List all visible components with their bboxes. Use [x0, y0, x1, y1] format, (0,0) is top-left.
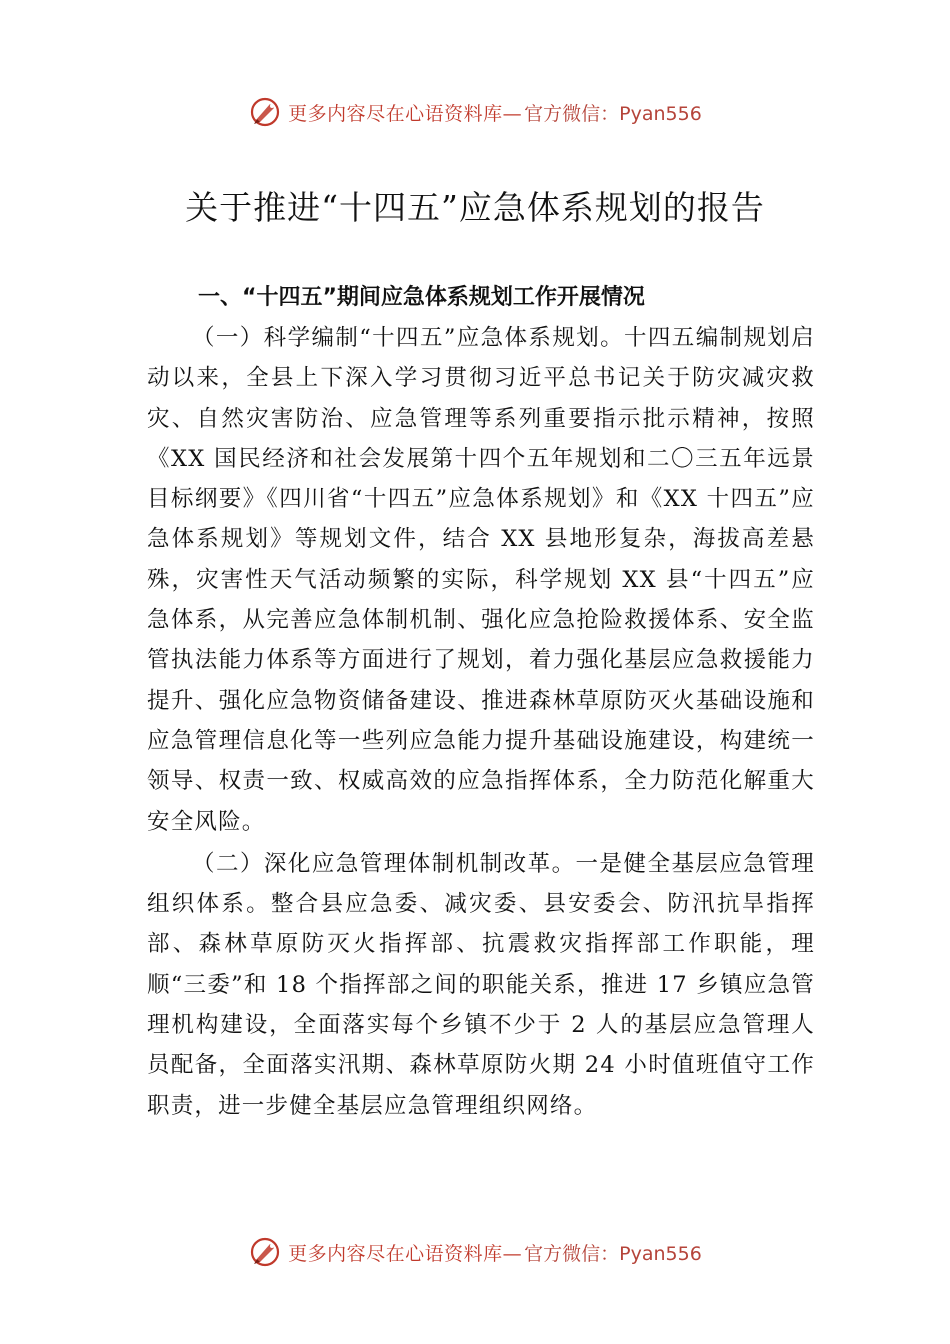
paragraph-1: （一）科学编制“十四五”应急体系规划。十四五编制规划启动以来，全县上下深入学习贯彻习近平总书记关于防灾减灾救灾、自然灾害防治、应急管理等系列重要指示批示精神，按照《XX 国民经济和社会发展第十四个五年规划和二〇三五年远景目标纲要》《四川省“十四五”应急体系规划》和《XX 十四五”应急体系规划》等规划文件，结合 XX 县地形复杂，海拔高差悬殊，灾害性天气活动频繁的实际，科学规划 XX 县“十四五”应急体系，从完善应急体制机制、强化应急抢险救援体系、安全监管执法能力体系等方面进行了规划，着力强化基层应急救援能力提升、强化应急物资储备建设、推进森林草原防灭火基础设施和应急管理信息化等一些列应急能力提升基础设施建设，构建统一领导、权责一致、权威高效的应急指挥体系，全力防范化解重大安全风险。	[147, 325, 815, 835]
section-heading: 一、“十四五”期间应急体系规划工作开展情况	[198, 285, 645, 310]
document-body	[147, 278, 815, 1126]
watermark-site-text: 更多内容尽在心语资料库—	[288, 1242, 523, 1265]
pen-nib-circle-icon	[248, 95, 282, 129]
document-title: 关于推进“十四五”应急体系规划的报告	[185, 188, 765, 227]
header-watermark	[0, 92, 950, 132]
watermark-wechat-text: 官方微信：Pyan556	[524, 102, 702, 125]
paragraph-2: （二）深化应急管理体制机制改革。一是健全基层应急管理组织体系。整合县应急委、减灾委、县安委会、防汛抗旱指挥部、森林草原防灭火指挥部、抗震救灾指挥部工作职能，理顺“三委”和 18 个指挥部之间的职能关系，推进 17 乡镇应急管理机构建设，全面落实每个乡镇不少于 2 人的基层应急管理人员配备，全面落实汛期、森林草原防火期 24 小时值班值守工作职责，进一步健全基层应急管理组织网络。	[147, 850, 815, 1119]
watermark-site-text: 更多内容尽在心语资料库—	[288, 102, 523, 125]
watermark-wechat-text: 官方微信：Pyan556	[524, 1242, 702, 1265]
footer-watermark	[0, 1232, 950, 1272]
pen-nib-circle-icon	[248, 1235, 282, 1269]
